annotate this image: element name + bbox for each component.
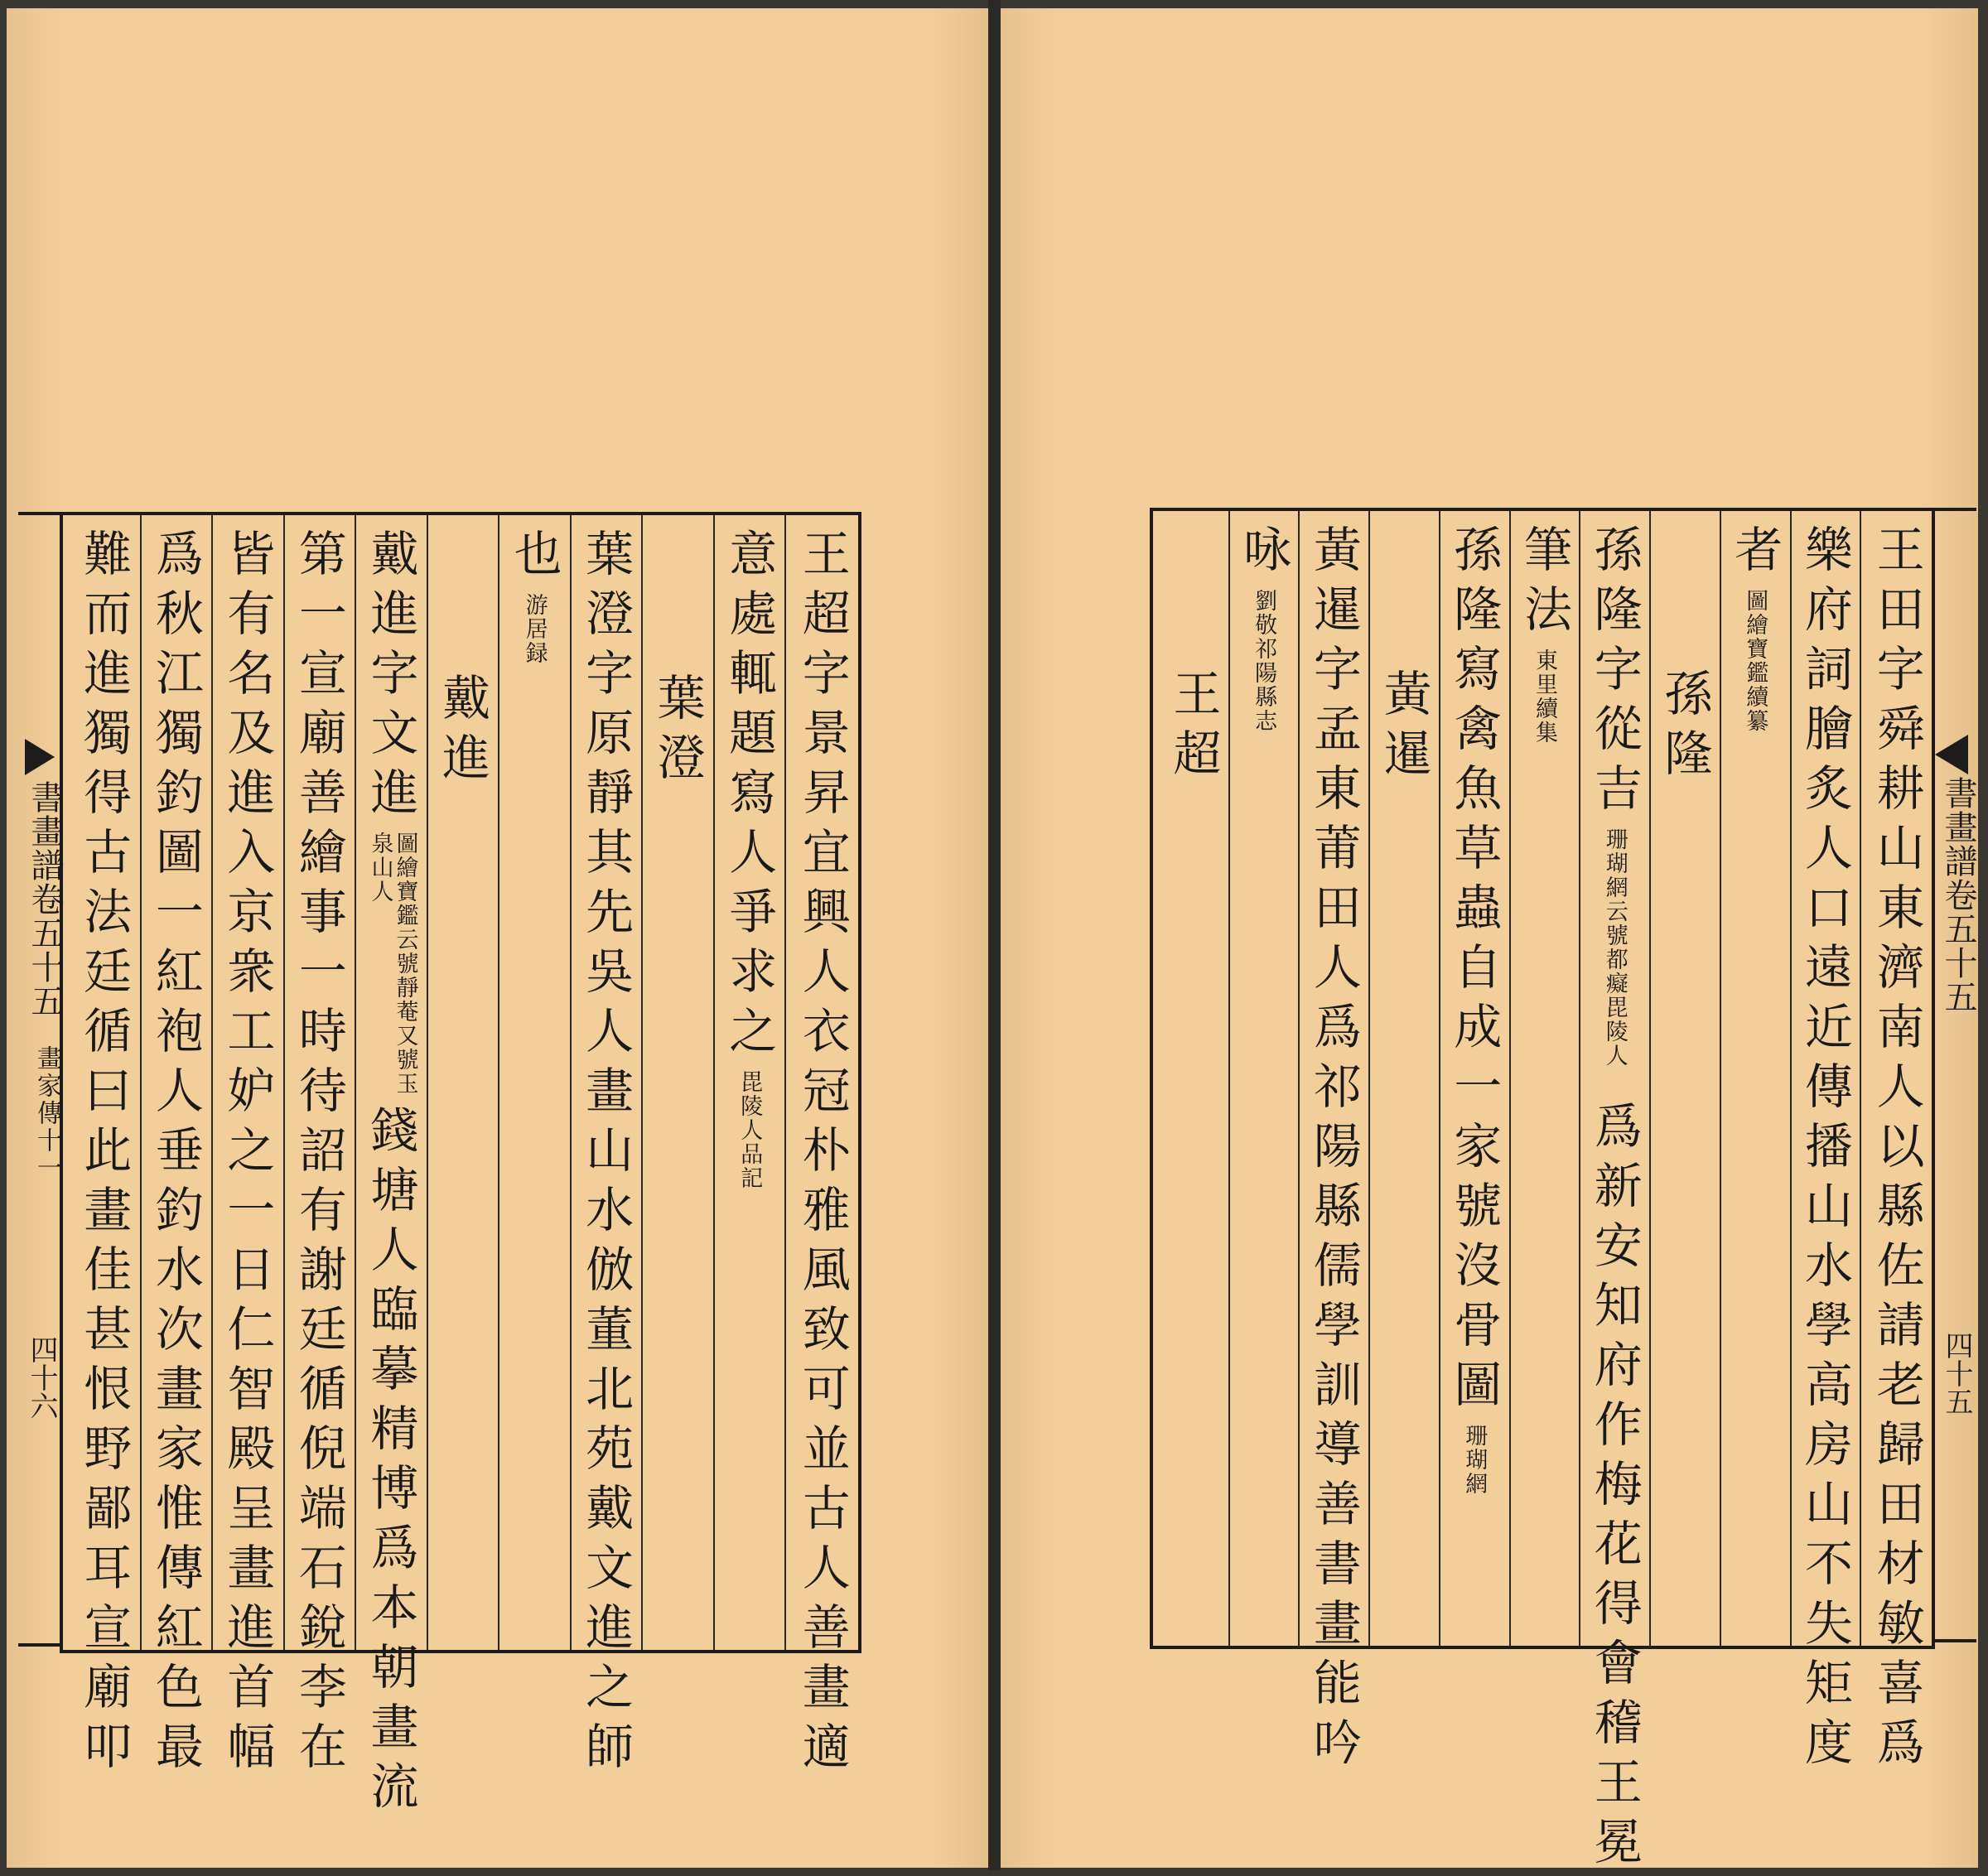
main-text: 意處輒題寫人爭求之 <box>721 528 778 1065</box>
text-column <box>499 515 572 1650</box>
annotation-note: 毘陵人品記 <box>736 1070 763 1190</box>
banxin-page-number: 四十五 <box>1940 1331 1973 1415</box>
right-columns <box>1153 511 1932 1876</box>
text-column <box>1370 511 1440 1646</box>
entry-heading: 黃暹 <box>1375 668 1432 788</box>
main-text: 者 <box>1726 524 1783 584</box>
annotation-note: 游居録 <box>521 593 548 665</box>
text-column <box>70 515 142 1781</box>
main-text: 皆有名及進入京衆工妒之一日仁智殿呈畫進首幅 <box>219 528 276 1781</box>
annotation-note: 珊瑚網云號都癡毘陵人 <box>1601 827 1628 1068</box>
text-column <box>1580 511 1651 1876</box>
entry-heading: 葉澄 <box>649 673 706 792</box>
text-column <box>142 515 214 1781</box>
text-column <box>715 515 787 1650</box>
text-column <box>1792 511 1862 1777</box>
main-text: 錢塘人臨摹精博爲本朝畫流 <box>362 1105 419 1821</box>
text-column <box>1440 511 1511 1646</box>
left-banxin <box>18 512 64 1647</box>
text-column <box>643 515 715 1650</box>
main-text: 樂府詞膾炙人口遠近傳播山水學高房山不失矩度 <box>1796 524 1853 1777</box>
text-column <box>1511 511 1581 1646</box>
banxin-section: 畫家傳十一 <box>32 1045 61 1182</box>
entry-heading: 孫隆 <box>1656 668 1713 788</box>
left-text-frame <box>60 512 861 1821</box>
text-column <box>428 515 500 1650</box>
text-column <box>572 515 644 1781</box>
text-column <box>213 515 285 1781</box>
text-column <box>1721 511 1792 1646</box>
banxin-title: 書畫譜卷五十五 <box>1939 776 1977 1014</box>
text-column <box>1651 511 1721 1646</box>
entry-heading: 戴進 <box>434 673 491 792</box>
text-column <box>1300 511 1370 1777</box>
main-text: 孫隆字從吉 <box>1585 524 1643 822</box>
left-columns <box>63 515 858 1821</box>
main-text: 難而進獨得古法廷循曰此畫佳甚恨野鄙耳宣廟叩 <box>75 528 133 1781</box>
entry-heading: 王超 <box>1165 668 1222 788</box>
main-text: 也 <box>505 528 562 588</box>
main-text: 爲新安知府作梅花得會稽王冕 <box>1585 1101 1643 1876</box>
banxin-page-number: 四十六 <box>25 1335 58 1420</box>
right-text-frame <box>1150 508 1935 1876</box>
main-text: 第一宣廟善繪事一時待詔有謝廷循倪端石銳李在 <box>290 528 347 1781</box>
right-banxin <box>1932 508 1976 1642</box>
main-text: 黃暹字孟東莆田人爲祁陽縣儒學訓導善書畫能吟 <box>1305 524 1362 1777</box>
annotation-note: 圖繪寶鑑續纂 <box>1742 589 1768 733</box>
main-text: 戴進字文進 <box>362 528 419 827</box>
main-text: 葉澄字原靜其先吳人畫山水倣董北苑戴文進之師 <box>577 528 635 1781</box>
banxin-title: 書畫譜卷五十五 <box>26 780 64 1018</box>
main-text: 爲秋江獨釣圖一紅袍人垂釣水次畫家惟傳紅色最 <box>147 528 204 1781</box>
book-gutter <box>988 0 1001 1870</box>
text-column <box>786 515 858 1781</box>
text-column <box>1861 511 1932 1777</box>
main-text: 筆法 <box>1516 524 1573 644</box>
annotation-note: 珊瑚網 <box>1461 1424 1488 1496</box>
main-text: 咏 <box>1235 524 1292 584</box>
fish-tail-mark <box>1935 735 1968 774</box>
text-column <box>285 515 357 1781</box>
main-text: 王超字景昇宜興人衣冠朴雅風致可並古人善畫適 <box>794 528 851 1781</box>
annotation-note: 劉敬祁陽縣志 <box>1251 589 1277 733</box>
annotation-note: 東里續集 <box>1532 649 1558 745</box>
text-column <box>1230 511 1300 1646</box>
main-text: 孫隆寫禽魚草蟲自成一家號沒骨圖 <box>1445 524 1503 1419</box>
text-column <box>1160 511 1230 1646</box>
fish-tail-mark <box>25 739 55 775</box>
annotation-note: 圖繪寶鑑云號靜菴又號玉泉山人 <box>367 832 418 1096</box>
text-column <box>356 515 428 1821</box>
main-text: 王田字舜耕山東濟南人以縣佐請老歸田材敏喜爲 <box>1868 524 1925 1777</box>
